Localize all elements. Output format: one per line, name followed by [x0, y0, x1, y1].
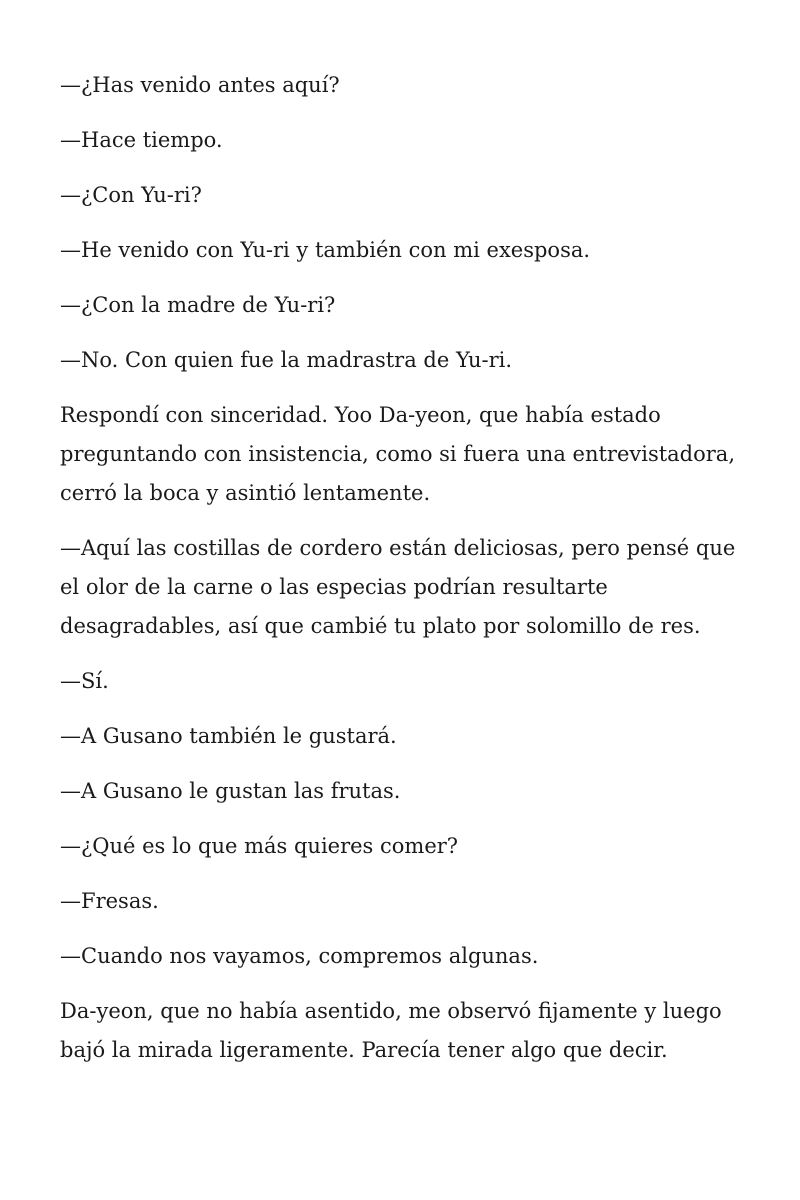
paragraph: —Hace tiempo. — [60, 128, 223, 152]
paragraph: —Sí. — [60, 669, 109, 693]
paragraph: Da-yeon, que no había asentido, me observó fijamente y luego bajó la mirada ligeramente. Parecía tener algo que decir. — [60, 999, 722, 1062]
paragraph: —¿Con Yu-ri? — [60, 183, 202, 207]
paragraph: —No. Con quien fue la madrastra de Yu-ri. — [60, 348, 513, 372]
paragraph: —He venido con Yu-ri y también con mi exesposa. — [60, 238, 591, 262]
paragraph: —¿Con la madre de Yu-ri? — [60, 293, 336, 317]
paragraph: —A Gusano también le gustará. — [60, 724, 397, 748]
paragraph: —Cuando nos vayamos, compremos algunas. — [60, 944, 539, 968]
paragraph: —Fresas. — [60, 889, 159, 913]
paragraph: Respondí con sinceridad. Yoo Da-yeon, que había estado preguntando con insistencia, como si fuera una entrevistadora, cerró la boca y asintió lentamente. — [60, 403, 736, 505]
paragraph: —Aquí las costillas de cordero están deliciosas, pero pensé que el olor de la carne o las especias podrían resultarte desagradables, así que cambié tu plato por solomillo de res. — [60, 536, 736, 638]
paragraph: —¿Qué es lo que más quieres comer? — [60, 834, 459, 858]
paragraph: —¿Has venido antes aquí? — [60, 73, 340, 97]
paragraph: —A Gusano le gustan las frutas. — [60, 779, 401, 803]
